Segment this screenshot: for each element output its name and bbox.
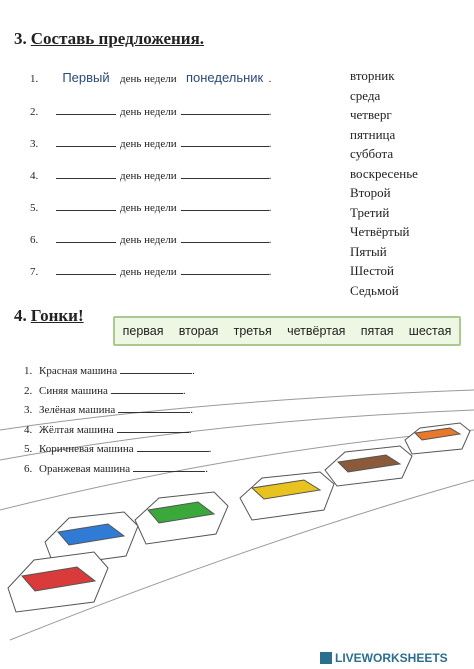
row-number: 5. <box>30 202 39 214</box>
sentence-row <box>30 136 271 150</box>
car-item: 2. Синяя машина . <box>24 384 186 397</box>
bank-word[interactable]: третья <box>233 324 272 338</box>
filled-answer[interactable]: понедельник <box>185 70 264 85</box>
row-text: день недели <box>120 138 177 150</box>
answer-blank[interactable] <box>111 383 183 394</box>
row-end: . <box>268 202 272 214</box>
section-4-heading <box>14 306 84 326</box>
car-red <box>8 552 108 612</box>
answer-blank[interactable] <box>117 422 189 433</box>
row-text: день недели <box>120 73 177 85</box>
word-item: Седьмой <box>350 282 399 298</box>
word-item: вторник <box>350 68 395 83</box>
liveworksheets-logo: LIVEWORKSHEETS <box>320 651 448 665</box>
row-end: . <box>268 170 272 182</box>
car-item: 1. Красная машина . <box>24 365 195 377</box>
row-number: 4. <box>30 170 39 182</box>
sentence-row <box>30 104 271 118</box>
answer-blank[interactable] <box>137 441 209 452</box>
section-3-number: 3. <box>14 29 27 48</box>
answer-blank[interactable] <box>181 232 269 243</box>
bank-word[interactable]: вторая <box>178 324 219 338</box>
row-end: . <box>268 234 272 246</box>
answer-blank[interactable] <box>181 136 269 147</box>
sentence-row <box>30 200 271 214</box>
word-item: четверг <box>350 107 392 122</box>
filled-answer[interactable]: Первый <box>62 70 110 85</box>
word-item: Пятый <box>350 243 387 259</box>
row-text: день недели <box>120 234 177 246</box>
section-4-title: Гонки! <box>30 306 84 325</box>
sentence-row <box>30 70 271 85</box>
sentence-row <box>30 264 271 278</box>
bank-word[interactable]: первая <box>122 324 164 338</box>
section-4-number: 4. <box>14 306 27 325</box>
sentence-row <box>30 232 271 246</box>
word-item: пятница <box>350 126 396 142</box>
row-end: . <box>268 73 272 85</box>
answer-blank[interactable] <box>56 136 116 147</box>
row-number: 7. <box>30 266 39 278</box>
row-text: день недели <box>120 266 177 278</box>
word-list <box>350 66 418 300</box>
bank-word[interactable]: пятая <box>360 324 394 338</box>
row-text: день недели <box>120 106 177 118</box>
answer-blank[interactable] <box>56 200 116 211</box>
word-bank <box>113 316 461 346</box>
row-text: день недели <box>120 202 177 214</box>
answer-blank[interactable] <box>56 264 116 275</box>
word-item: Третий <box>350 204 390 220</box>
word-item: воскресенье <box>350 165 418 181</box>
word-item: Шестой <box>350 263 394 278</box>
row-number: 6. <box>30 234 39 246</box>
answer-blank[interactable] <box>118 402 190 413</box>
answer-blank[interactable] <box>120 363 192 374</box>
answer-blank[interactable] <box>181 168 269 179</box>
car-brown <box>325 446 412 486</box>
row-number: 2. <box>30 106 39 118</box>
word-item: Четвёртый <box>350 224 410 239</box>
car-item: 5. Коричневая машина . <box>24 443 212 455</box>
car-green <box>135 492 228 544</box>
car-item: 3. Зелёная машина . <box>24 404 193 416</box>
section-3-heading <box>14 29 204 49</box>
answer-blank[interactable] <box>56 104 116 115</box>
answer-blank[interactable] <box>133 461 205 472</box>
bank-word[interactable]: шестая <box>408 324 452 338</box>
answer-blank[interactable] <box>56 168 116 179</box>
row-number: 1. <box>30 73 39 85</box>
row-number: 3. <box>30 138 39 150</box>
row-end: . <box>268 266 272 278</box>
section-3-title: Составь предложения. <box>30 29 205 48</box>
sentence-row <box>30 168 271 182</box>
answer-blank[interactable] <box>181 264 269 275</box>
car-item: 4. Жёлтая машина . <box>24 423 192 436</box>
car-yellow <box>240 472 334 520</box>
car-item: 6. Оранжевая машина . <box>24 462 208 475</box>
word-item: среда <box>350 87 381 103</box>
word-item: Второй <box>350 185 391 200</box>
row-end: . <box>268 138 272 150</box>
answer-blank[interactable] <box>56 232 116 243</box>
word-item: суббота <box>350 146 394 161</box>
row-text: день недели <box>120 170 177 182</box>
car-list <box>24 362 211 479</box>
logo-icon <box>320 652 332 664</box>
answer-blank[interactable] <box>181 200 269 211</box>
bank-word[interactable]: четвёртая <box>287 324 346 338</box>
row-end: . <box>268 106 272 118</box>
answer-blank[interactable] <box>181 104 269 115</box>
car-orange <box>405 423 470 454</box>
